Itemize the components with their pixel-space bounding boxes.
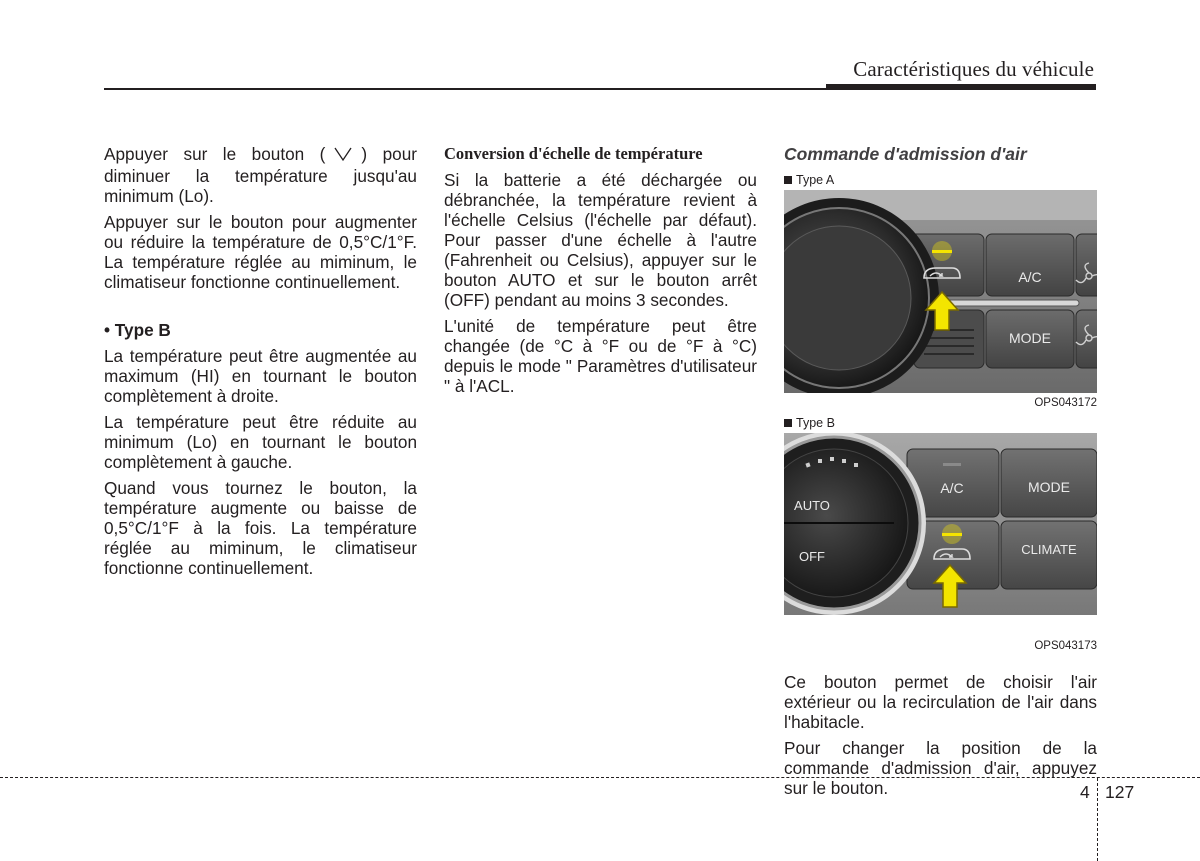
square-bullet-icon [784, 176, 792, 184]
figure-b-off-label: OFF [799, 549, 825, 564]
figure-b-label [784, 416, 1097, 430]
figure-a-code: OPS043172 [1034, 397, 1097, 409]
footer-divider [0, 777, 1200, 778]
header-rule-accent [826, 84, 1096, 90]
figure-b-mode-label: MODE [1028, 479, 1070, 495]
air-intake-heading: Commande d'admission d'air [784, 144, 1027, 164]
paragraph-temp-step: Appuyer sur le bouton pour augmenter ou réduire la température de 0,5°C/1°F. La température réglée au miminum, le climatiseur fonctionne continuellement. [104, 212, 417, 292]
footer-vertical-divider [1097, 778, 1098, 861]
chevron-down-icon [333, 146, 353, 166]
column-2 [444, 144, 757, 402]
figure-type-b [784, 433, 1097, 636]
column-3 [784, 144, 1097, 804]
figure-type-a [784, 190, 1097, 393]
figure-b-code: OPS043173 [1034, 640, 1097, 652]
header-title: Caractéristiques du véhicule [853, 57, 1094, 81]
paragraph-temp-down-end: ) pour diminuer la température jusqu'au minimum (Lo). [104, 144, 417, 206]
conversion-heading: Conversion d'échelle de température [444, 144, 703, 163]
figure-a-label [784, 173, 1097, 187]
type-b-heading: • Type B [104, 320, 171, 340]
control-panel-a-illustration [784, 190, 1097, 393]
paragraph-conversion: Si la batterie a été déchargée ou débranchée, la température revient à l'échelle Celsius (l'échelle par défaut). Pour passer d'une échelle à l'autre (Fahrenheit ou Celsius), appuyer sur le bouton AUTO et sur le bouton arrêt (OFF) pendant au moins 3 secondes. [444, 170, 757, 310]
paragraph-type-b-min: La température peut être réduite au minimum (Lo) en tournant le bouton complètement à gauche. [104, 412, 417, 472]
page-number: 127 [1105, 782, 1135, 802]
figure-b-auto-label: AUTO [794, 498, 830, 513]
chapter-number: 4 [1080, 782, 1090, 802]
column-1 [104, 144, 417, 584]
figure-a-ac-label: A/C [1018, 269, 1042, 285]
figure-a-label-text: Type A [796, 173, 835, 187]
paragraph-air-intake-change: Pour changer la position de la commande d'admission d'air, appuyez sur le bouton. [784, 738, 1097, 798]
paragraph-type-b-step: Quand vous tournez le bouton, la température augmente ou baisse de 0,5°C/1°F à la fois. La température réglée au miminum, le climatiseur fonctionne continuellement. [104, 478, 417, 578]
figure-a-mode-label: MODE [1009, 330, 1051, 346]
figure-b-ac-label: A/C [940, 480, 964, 496]
paragraph-air-intake: Ce bouton permet de choisir l'air extérieur ou la recirculation de l'air dans l'habitacle. [784, 672, 1097, 732]
figure-b-label-text: Type B [796, 416, 835, 430]
paragraph-type-b-max: La température peut être augmentée au maximum (HI) en tournant le bouton complètement à droite. [104, 346, 417, 406]
paragraph-temp-down-start: Appuyer sur le bouton ( [104, 144, 326, 164]
paragraph-unit-change: L'unité de température peut être changée (de °C à °F ou de °F à °C) depuis le mode " Paramètres d'utilisateur " à l'ACL. [444, 316, 757, 396]
square-bullet-icon [784, 419, 792, 427]
paragraph-temp-down [104, 144, 417, 206]
figure-b-climate-label: CLIMATE [1021, 542, 1077, 557]
control-panel-b-illustration [784, 433, 1097, 615]
